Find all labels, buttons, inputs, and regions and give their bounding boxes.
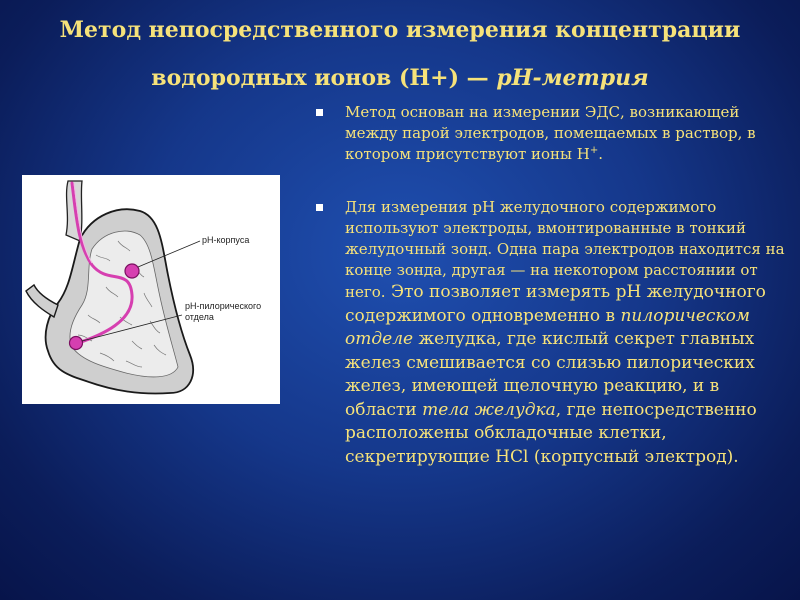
hydrogen-ion-charge: + xyxy=(589,145,599,156)
bullet-2-rest xyxy=(345,282,766,467)
bullet-item-method xyxy=(312,102,796,165)
pylorus-shape xyxy=(26,285,58,317)
bullet-2-part-4: , где непосредственно расположены обкладочные клетки, секретирующие НCl (корпусный электрод). xyxy=(345,399,757,467)
label-ph-pyloric-line-1: рН-пилорического xyxy=(185,301,262,311)
label-ph-pyloric xyxy=(185,301,261,323)
title-ph-metry: рН-метрия xyxy=(496,65,649,91)
bullet-1-tail: . xyxy=(598,145,604,163)
bullet-2-part-1: Для измерения рН желудочного содержимого используют электроды, вмонтированные в тонкий желудочный зонд. Одна пара электродов находится на конце зонда, другая — на некотором расстоянии от него. xyxy=(345,198,785,301)
stomach-illustration xyxy=(22,175,280,404)
bullet-list xyxy=(312,102,796,469)
title-line-2-text: водородных ионов (Н+) — xyxy=(151,65,497,91)
label-ph-corpus: рН-корпуса xyxy=(202,235,250,245)
bullet-square-icon xyxy=(316,204,323,211)
title-line-2 xyxy=(40,54,760,102)
bullet-square-icon xyxy=(316,109,323,116)
bullet-1-text: Метод основан на измерении ЭДС, возникающей между парой электродов, помещаемых в раствор, в котором присутствуют ионы Н xyxy=(345,103,756,163)
pyloric-electrode xyxy=(70,337,83,350)
label-ph-pyloric-line-2: отдела xyxy=(185,312,214,322)
gastric-body-term: тела желудка xyxy=(422,399,556,420)
slide-title xyxy=(40,6,760,102)
bullet-2-part-3: желудка, где кислый секрет главных желез смешивается со слизью пилорических желез, имеющей щелочную реакцию, и в области xyxy=(345,329,755,420)
corpus-electrode xyxy=(125,264,139,278)
stomach-diagram xyxy=(22,175,280,404)
pyloric-term: пилорическом отделе xyxy=(345,305,750,349)
bullet-item-measurement xyxy=(312,197,796,469)
title-line-1: Метод непосредственного измерения концентрации xyxy=(59,17,741,43)
bullet-2-part-2: Это позволяет измерять рН желудочного содержимого одновременно в xyxy=(345,282,766,326)
